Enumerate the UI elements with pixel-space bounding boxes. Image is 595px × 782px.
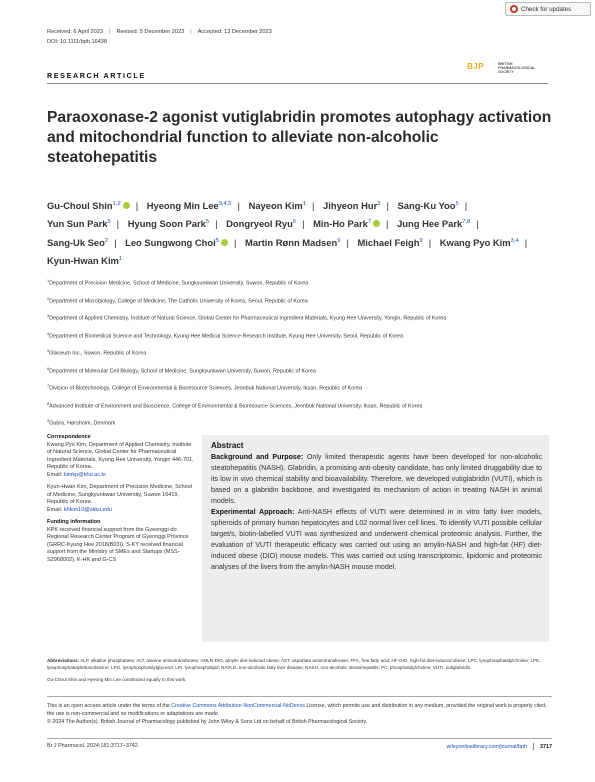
affiliation-text: Department of Precision Medicine, School of Medicine, Sungkyunkwan University, Suwon, Republic of Korea <box>49 280 309 287</box>
author-name[interactable] <box>440 237 519 248</box>
affiliation-list <box>47 278 552 436</box>
correspondence-entry <box>47 484 197 514</box>
affiliation-item <box>47 366 552 376</box>
affiliation-superscript[interactable]: 5 <box>215 237 219 244</box>
abstract-approach <box>211 507 542 573</box>
author-name[interactable] <box>226 218 296 229</box>
date-separator: | <box>190 29 192 35</box>
author-name-text: Kwang Pyo Kim <box>439 236 511 248</box>
email-label: Email: <box>47 471 64 478</box>
affiliation-text: Department of Applied Chemistry, Institute of Natural Science, Global Center for Pharmaceutical Ingredient Materials, Kyung Hee University, Yongin, Republic of Korea <box>49 315 447 322</box>
author-name[interactable] <box>147 200 232 211</box>
license-post: License, which permits use and distribution in any medium, provided the original work is properly cited, the use is non-commercial and no modifications or adaptations are made. <box>47 703 547 718</box>
author-separator: | <box>116 218 120 230</box>
revised-date: Revised: 5 December 2023 <box>116 29 185 35</box>
affiliation-item <box>47 401 552 411</box>
author-name[interactable] <box>249 200 306 211</box>
orcid-icon[interactable] <box>373 220 380 227</box>
author-name[interactable] <box>47 218 111 229</box>
affiliation-text: Advanced Institute of Environment and Bioscience, College of Environmental & Bioresource Sciences, Jeonbuk National University, Iksan, Republic of Korea <box>49 403 423 409</box>
author-name[interactable] <box>47 255 122 266</box>
author-name[interactable] <box>313 218 380 229</box>
license-text <box>47 702 552 727</box>
correspondence-heading: Correspondence <box>47 434 91 440</box>
affiliation-superscript[interactable]: 9 <box>419 237 423 244</box>
page-number: 3717 <box>540 743 552 750</box>
license-link[interactable]: Creative Commons Attribution-NonCommercial-NoDerivs <box>171 703 305 709</box>
author-separator: | <box>464 200 468 211</box>
abstract-heading: Abstract <box>211 441 244 450</box>
background-label: Background and Purpose: <box>211 453 304 461</box>
affiliation-superscript[interactable]: 5 <box>107 219 111 226</box>
affiliation-text: Department of Microbiology, College of Medicine, The Catholic University of Korea, Seoul, Republic of Korea <box>49 298 308 304</box>
affiliation-text: Department of Molecular Cell Biology, School of Medicine, Sungkyunkwan University, Suwon, Republic of Korea <box>49 368 316 374</box>
footer-separator <box>533 743 534 750</box>
author-name-text: Kyun-Hwan Kim <box>47 254 119 266</box>
affiliation-superscript[interactable]: 7 <box>367 219 372 226</box>
article-title: Paraoxonase-2 agonist vutiglabridin promotes autophagy activation and mitochondrial function to alleviate non-alcoholic steatohepatitis <box>47 109 552 166</box>
author-name[interactable] <box>397 218 470 229</box>
author-separator: | <box>476 218 479 230</box>
author-separator: | <box>312 200 315 211</box>
author-name-text: Martin Rønn Madsen <box>245 236 338 248</box>
author-separator: | <box>524 236 528 248</box>
email-link[interactable]: khkim10@skku.edu <box>63 506 112 513</box>
license-divider <box>47 696 552 697</box>
affiliation-number: 5 <box>47 349 50 353</box>
author-name[interactable] <box>358 237 423 248</box>
affiliation-number: 6 <box>47 366 50 371</box>
affiliation-superscript[interactable]: 9 <box>337 237 341 244</box>
footer-divider <box>47 738 552 739</box>
abstract-background <box>211 452 542 507</box>
date-separator: | <box>108 29 111 35</box>
journal-url-link[interactable]: wileyonlinelibrary.com/journal/bph <box>446 743 527 750</box>
affiliation-superscript[interactable]: 1 <box>118 255 123 262</box>
email-label: Email: <box>47 506 64 513</box>
affiliation-superscript[interactable]: 3,4,5 <box>218 201 232 207</box>
affiliation-number: 1 <box>47 279 50 283</box>
author-name-text: Yun Sun Park <box>47 218 108 230</box>
affiliation-item <box>47 331 552 341</box>
copyright-line: © 2024 The Author(s). British Journal of Pharmacology published by John Wiley & Sons Ltd on behalf of British Pharmacological Society. <box>47 719 368 726</box>
abbreviations-text: ALP, alkaline phosphatase; ALT, alanine aminotransferase; AMLN-DIO, amylin diet-induced obese; AST, aspartate aminotransferase; FFA, free fatty acid; HF-DIO, high-fat diet-induced obese; LPC, lysophosphatidylcholine; LPE, lysophosphatidylethanolamine; LPG, lysophosphatidylglycerol; LPI, lysophospholipid; NAFLD, non-alcoholic fatty liver disease; NASH, non-alcoholic steatohepatitis; PC, phosphatidylcholine; VUTI, vutiglabridin. <box>47 658 541 670</box>
check-updates-label: Check for updates <box>521 5 572 13</box>
affiliation-superscript[interactable]: 1 <box>302 201 306 207</box>
affiliation-number: 9 <box>47 419 50 423</box>
affiliation-superscript[interactable]: 3 <box>377 201 381 207</box>
author-name[interactable] <box>323 200 380 211</box>
author-name-text: Leo Sungwong Choi <box>125 236 216 248</box>
correspondence-address: Kwang Pyo Kim, Department of Applied Chemistry, Institute of Natural Science, Global Center for Pharmaceutical Ingredient Materials, Kyung Hee University, Yongin 446-701, Republic of Korea. <box>47 441 194 470</box>
journal-logo-mark: BJP <box>467 62 485 71</box>
author-name-text: Hyung Soon Park <box>127 218 206 230</box>
author-separator: | <box>386 200 389 211</box>
author-separator: | <box>215 218 218 230</box>
orcid-icon[interactable] <box>123 202 130 209</box>
affiliation-item <box>47 418 552 428</box>
check-for-updates-button[interactable] <box>505 2 591 16</box>
orcid-icon[interactable] <box>221 239 228 246</box>
affiliation-superscript[interactable]: 7,8 <box>462 219 471 226</box>
author-separator: | <box>386 218 389 230</box>
affiliation-superscript[interactable]: 1,2 <box>112 201 121 207</box>
affiliation-text: Glaceum Inc., Suwon, Republic of Korea <box>49 350 147 357</box>
affiliation-number: 8 <box>47 401 50 406</box>
author-name-text: Min-Ho Park <box>313 218 368 230</box>
article-type-label: RESEARCH ARTICLE <box>47 71 146 80</box>
footer-right <box>447 743 553 750</box>
contribution-note: Gu-Choul Shin and Hyeong Min Lee contributed equally to this work. <box>47 677 187 682</box>
affiliation-item <box>47 278 552 288</box>
affiliation-number: 7 <box>47 384 50 388</box>
affiliation-superscript[interactable]: 3,4 <box>510 237 519 244</box>
license-pre: This is an open access article under the terms of the <box>47 703 172 709</box>
background-text: Only limited therapeutic agents have been developed for non-alcoholic steatohepatitis (NASH). Glabridin, a promising anti-obesity candidate, has only limited druggability due to its low in vivo chemical stability and bioavailability. Therefore, we developed vutiglabridin (VUTI), which is based on a glabridin backbone, and investigated its mechanism of action in treating NASH in animal models. <box>211 453 543 505</box>
author-name-text: Gu-Choul Shin <box>47 200 113 211</box>
affiliation-item <box>47 313 552 323</box>
email-link[interactable]: kimkp@khu.ac.kr <box>63 471 107 478</box>
author-name-text: Jihyeon Hur <box>323 200 378 211</box>
approach-text: Anti-NASH effects of VUTI were determined in in vitro fatty liver models, spheroids of primary human hepatocytes and L02 normal liver cell lines. To identify VUTI possible cellular target/s, biotin-labelled VUTI was synthesized and underwent chemical proteomic analysis. Further, the evaluation of VUTI therapeutic efficacy was carried out using an amylin-NASH and high-fat (HF) diet-induced obese (DIO) mouse models. This was carried out using transcriptomic, lipidomic and proteomic analyses of the livers from the amylin-NASH mouse model. <box>211 508 542 571</box>
affiliation-text: Gubra, Hørsholm, Denmark <box>49 420 116 427</box>
received-date: Received: 6 April 2023 <box>47 29 103 35</box>
abbreviations <box>47 657 552 671</box>
affiliation-item <box>47 296 552 306</box>
approach-label: Experimental Approach: <box>211 508 295 516</box>
author-separator: | <box>114 236 117 248</box>
author-name-text: Hyeong Min Lee <box>146 200 219 211</box>
author-name-text: Dongryeol Ryu <box>226 218 293 230</box>
society-logo-text: BRITISH PHARMACOLOGICAL SOCIETY <box>498 62 536 74</box>
affiliation-superscript[interactable]: 2 <box>104 237 109 244</box>
author-name-text: Sang-Ku Yoo <box>397 200 456 211</box>
author-name-text: Sang-Uk Seo <box>47 236 105 248</box>
abbreviations-label: Abbreviations: <box>47 658 80 663</box>
author-separator: | <box>135 200 139 211</box>
author-name-text: Michael Feigh <box>357 236 420 248</box>
correspondence-address: Kyun-Hwan Kim, Department of Precision Medicine, School of Medicine, Sungkyunkwan University, Suwon 16419, Republic of Korea. <box>47 484 192 505</box>
author-separator: | <box>346 236 349 248</box>
affiliation-number: 3 <box>47 314 50 318</box>
affiliation-item <box>47 348 552 358</box>
affiliation-text: Division of Biotechnology, College of Environmental & Bioresource Sciences, Jeonbuk National University, Iksan, Republic of Korea <box>49 385 363 392</box>
author-list <box>47 196 552 269</box>
affiliation-superscript[interactable]: 5 <box>205 219 210 226</box>
author-separator: | <box>237 200 240 211</box>
correspondence-entry <box>47 442 197 480</box>
funding-heading: Funding information <box>47 519 101 525</box>
affiliation-number: 2 <box>47 296 50 301</box>
author-name[interactable] <box>245 237 340 248</box>
affiliation-text: Department of Biomedical Science and Technology, Kyung Hee Medical Science Research Institute, Kyung Hee University, Seoul, Republic of Korea <box>49 333 403 339</box>
author-name[interactable] <box>125 237 228 248</box>
author-name-text: Jung Hee Park <box>397 218 463 230</box>
affiliation-item <box>47 383 552 393</box>
correspondence-sidebar <box>47 434 197 569</box>
affiliation-superscript[interactable]: 6 <box>292 219 297 226</box>
affiliation-number: 4 <box>47 331 50 336</box>
journal-citation: Br J Pharmacol. 2024;181:3717–3742. <box>47 743 140 749</box>
doi[interactable]: DOI: 10.1111/bph.16438 <box>47 39 108 45</box>
author-name[interactable] <box>128 218 209 229</box>
funding-text: KPK received financial support from the Gyeonggi-do Regional Research Center Program of Gyeonggi Province (GRRC-Kyung Hee 2018(B03)). S-KY received financial support from the Ministry of SMEs and Startups (MSS-S2968002). K-HK and G-CS <box>47 526 189 563</box>
author-name[interactable] <box>47 200 130 211</box>
author-name-text: Nayeon Kim <box>248 200 303 211</box>
author-separator: | <box>233 236 237 248</box>
affiliation-superscript[interactable]: 5 <box>455 201 459 207</box>
accepted-date: Accepted: 13 December 2023 <box>197 29 272 35</box>
author-name[interactable] <box>47 237 108 248</box>
publication-dates <box>47 29 272 35</box>
journal-logo <box>467 62 538 74</box>
author-separator: | <box>302 218 305 230</box>
author-separator: | <box>428 236 432 248</box>
header-divider <box>47 83 548 84</box>
author-name[interactable] <box>398 200 459 211</box>
abstract-box <box>202 435 549 642</box>
check-updates-icon <box>510 5 518 13</box>
